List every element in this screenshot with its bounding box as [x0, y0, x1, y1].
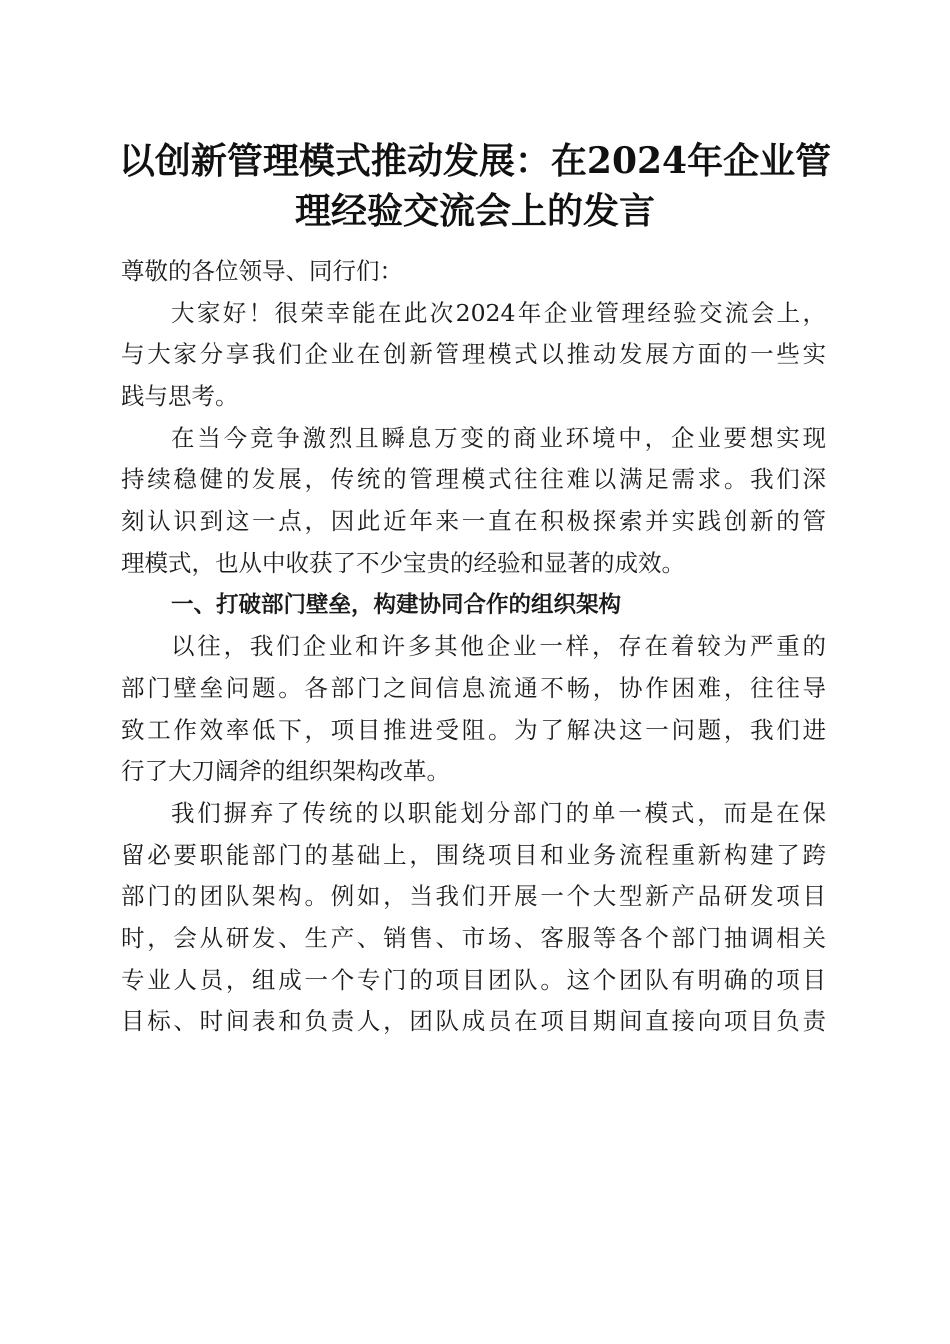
paragraph-line: 致工作效率低下，项目推进受阻。为了解决这一问题，我们进 — [121, 715, 826, 744]
paragraph-2 — [121, 418, 826, 585]
paragraph-line: 专业人员，组成一个专门的项目团队。这个团队有明确的项目 — [121, 965, 826, 994]
paragraph-4 — [121, 793, 826, 1043]
section-heading-1: 一、打破部门壁垒，构建协同合作的组织架构 — [171, 591, 622, 618]
paragraph-line: 时，会从研发、生产、销售、市场、客服等各个部门抽调相关 — [121, 924, 826, 952]
paragraph-line: 刻认识到这一点，因此近年来一直在积极探索并实践创新的管 — [121, 507, 826, 536]
paragraph-line: 目标、时间表和负责人，团队成员在项目期间直接向项目负责 — [121, 1007, 826, 1036]
paragraph-line: 部门的团队架构。例如，当我们开展一个大型新产品研发项目 — [121, 882, 826, 911]
paragraph-line: 我们摒弃了传统的以职能划分部门的单一模式，而是在保 — [171, 798, 826, 827]
title-line-2: 理经验交流会上的发言 — [294, 190, 655, 232]
paragraph-line: 理模式，也从中收获了不少宝贵的经验和显著的成效。 — [121, 548, 685, 577]
paragraph-line: 与大家分享我们企业在创新管理模式以推动发展方面的一些实 — [121, 340, 826, 369]
document-title — [100, 136, 850, 236]
paragraph-line: 践与思考。 — [121, 382, 239, 411]
paragraph-line: 留必要职能部门的基础上，围绕项目和业务流程重新构建了跨 — [121, 840, 826, 869]
paragraph-1 — [121, 293, 826, 418]
document-body — [121, 251, 826, 1043]
paragraph-line: 行了大刀阔斧的组织架构改革。 — [121, 757, 450, 786]
paragraph-line: 大家好！很荣幸能在此次2024年企业管理经验交流会上， — [171, 298, 826, 327]
paragraph-line: 部门壁垒问题。各部门之间信息流通不畅，协作困难，往往导 — [121, 673, 826, 702]
paragraph-line: 以往，我们企业和许多其他企业一样，存在着较为严重的 — [171, 632, 826, 661]
paragraph-line: 持续稳健的发展，传统的管理模式往往难以满足需求。我们深 — [121, 465, 826, 494]
greeting: 尊敬的各位领导、同行们： — [121, 257, 403, 285]
paragraph-3 — [121, 626, 826, 793]
title-line-1: 以创新管理模式推动发展：在2024年企业管 — [118, 140, 832, 182]
paragraph-line: 在当今竞争激烈且瞬息万变的商业环境中，企业要想实现 — [171, 423, 826, 452]
